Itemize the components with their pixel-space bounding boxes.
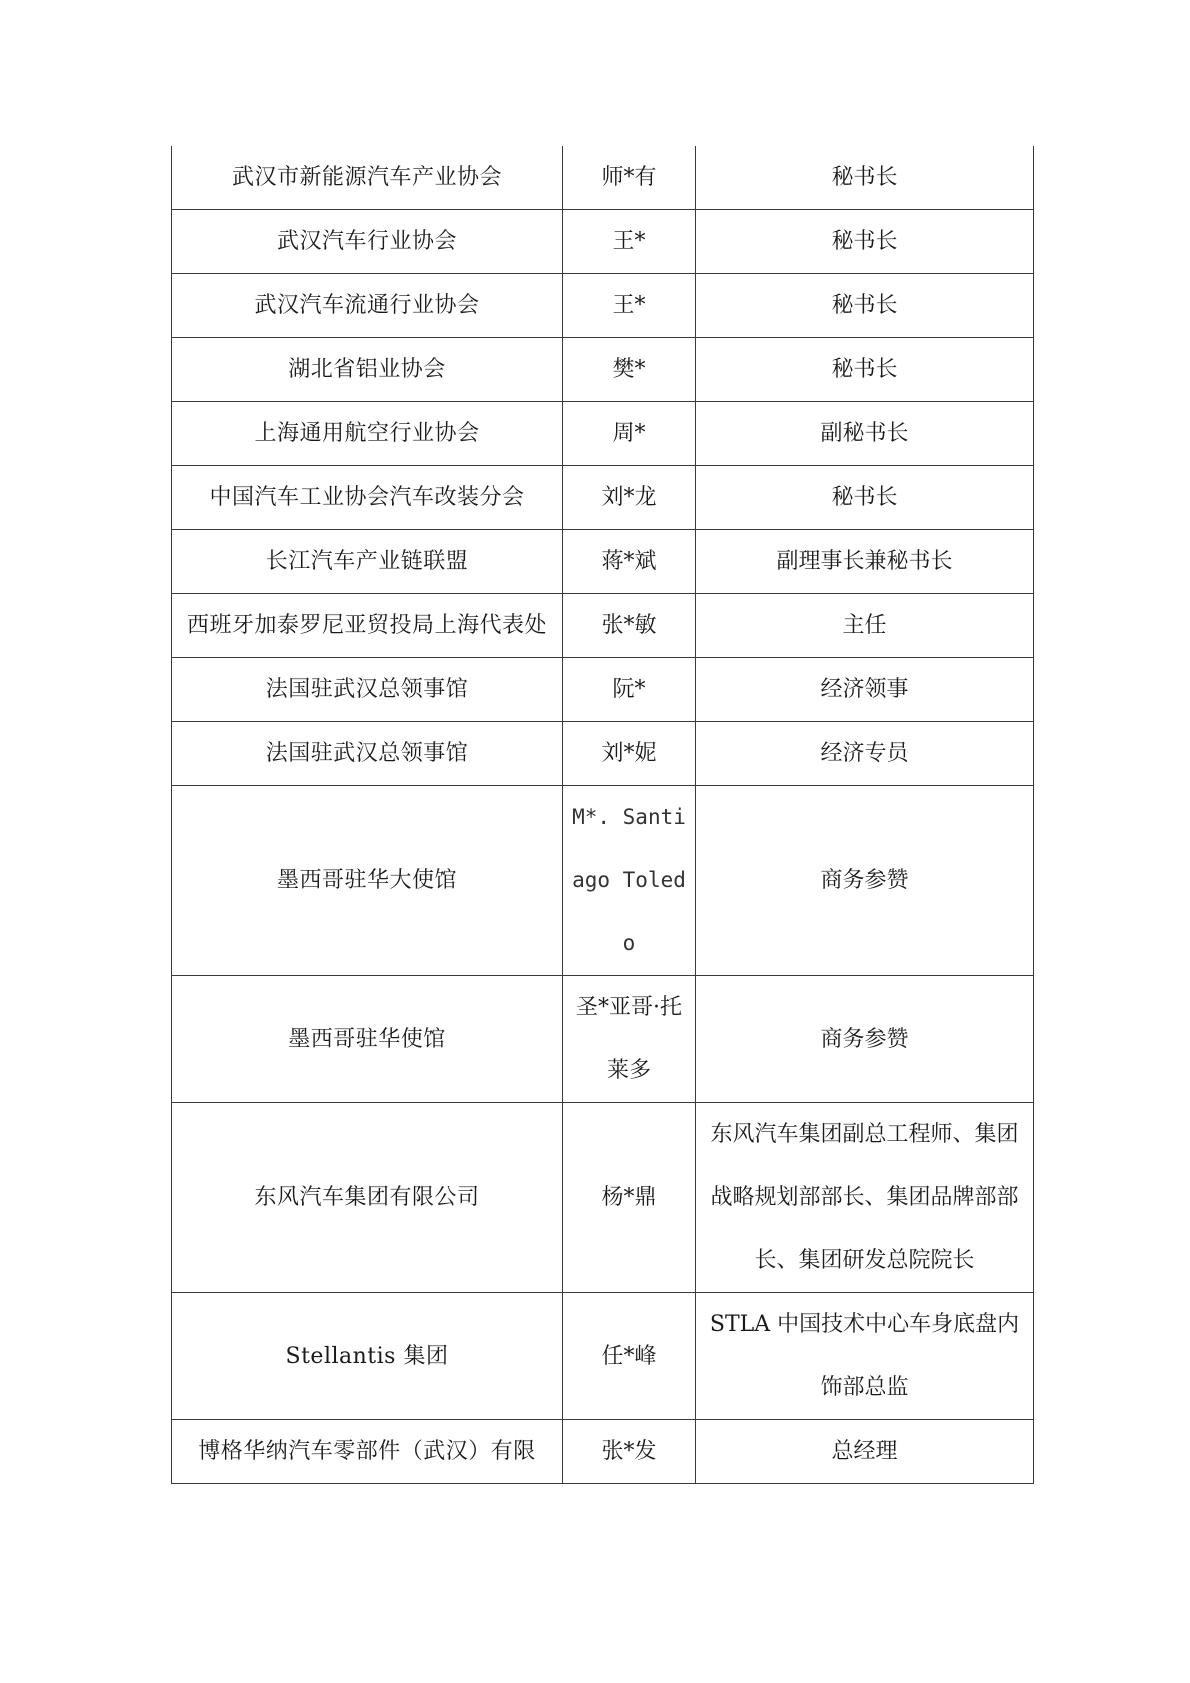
person-name-cell: 阮* (563, 658, 696, 722)
organization-cell: 法国驻武汉总领事馆 (172, 658, 563, 722)
position-cell: 副理事长兼秘书长 (696, 530, 1034, 594)
position-cell: 秘书长 (696, 338, 1034, 402)
person-name-cell: 师*有 (563, 146, 696, 210)
person-name-cell: 刘*妮 (563, 722, 696, 786)
table-row (172, 1420, 1034, 1484)
organization-cell: 法国驻武汉总领事馆 (172, 722, 563, 786)
organization-cell: Stellantis 集团 (172, 1293, 563, 1420)
table-row (172, 976, 1034, 1103)
attendee-table-container (171, 146, 1033, 1484)
person-name-cell: 圣*亚哥·托莱多 (563, 976, 696, 1103)
organization-cell: 东风汽车集团有限公司 (172, 1103, 563, 1293)
organization-cell: 墨西哥驻华大使馆 (172, 786, 563, 976)
table-row (172, 274, 1034, 338)
table-row (172, 338, 1034, 402)
organization-cell: 西班牙加泰罗尼亚贸投局上海代表处 (172, 594, 563, 658)
person-name-cell: 任*峰 (563, 1293, 696, 1420)
person-name-cell: 王* (563, 274, 696, 338)
table-row (172, 1293, 1034, 1420)
organization-cell: 中国汽车工业协会汽车改装分会 (172, 466, 563, 530)
position-cell: 秘书长 (696, 274, 1034, 338)
position-cell: 东风汽车集团副总工程师、集团战略规划部部长、集团品牌部部长、集团研发总院院长 (696, 1103, 1034, 1293)
position-cell: 经济领事 (696, 658, 1034, 722)
table-row (172, 1103, 1034, 1293)
person-name-cell: 蒋*斌 (563, 530, 696, 594)
position-cell: 秘书长 (696, 146, 1034, 210)
position-cell: 秘书长 (696, 466, 1034, 530)
organization-cell: 博格华纳汽车零部件（武汉）有限 (172, 1420, 563, 1484)
organization-cell: 湖北省铝业协会 (172, 338, 563, 402)
table-row (172, 530, 1034, 594)
person-name-cell: 王* (563, 210, 696, 274)
table-row (172, 402, 1034, 466)
position-cell: 总经理 (696, 1420, 1034, 1484)
table-row (172, 466, 1034, 530)
table-row (172, 210, 1034, 274)
person-name-cell: 张*发 (563, 1420, 696, 1484)
table-row (172, 658, 1034, 722)
table-row (172, 722, 1034, 786)
organization-cell: 长江汽车产业链联盟 (172, 530, 563, 594)
person-name-cell: 张*敏 (563, 594, 696, 658)
person-name-cell: M*. Santiago Toledo (563, 786, 696, 976)
position-cell: 秘书长 (696, 210, 1034, 274)
organization-cell: 武汉市新能源汽车产业协会 (172, 146, 563, 210)
position-cell: 商务参赞 (696, 976, 1034, 1103)
table-row (172, 594, 1034, 658)
organization-cell: 墨西哥驻华使馆 (172, 976, 563, 1103)
position-cell: STLA 中国技术中心车身底盘内饰部总监 (696, 1293, 1034, 1420)
table-row (172, 786, 1034, 976)
table-row (172, 146, 1034, 210)
position-cell: 经济专员 (696, 722, 1034, 786)
position-cell: 主任 (696, 594, 1034, 658)
organization-cell: 武汉汽车流通行业协会 (172, 274, 563, 338)
position-cell: 商务参赞 (696, 786, 1034, 976)
person-name-cell: 周* (563, 402, 696, 466)
person-name-cell: 刘*龙 (563, 466, 696, 530)
person-name-cell: 樊* (563, 338, 696, 402)
attendee-table (171, 146, 1034, 1484)
position-cell: 副秘书长 (696, 402, 1034, 466)
organization-cell: 上海通用航空行业协会 (172, 402, 563, 466)
person-name-cell: 杨*鼎 (563, 1103, 696, 1293)
organization-cell: 武汉汽车行业协会 (172, 210, 563, 274)
